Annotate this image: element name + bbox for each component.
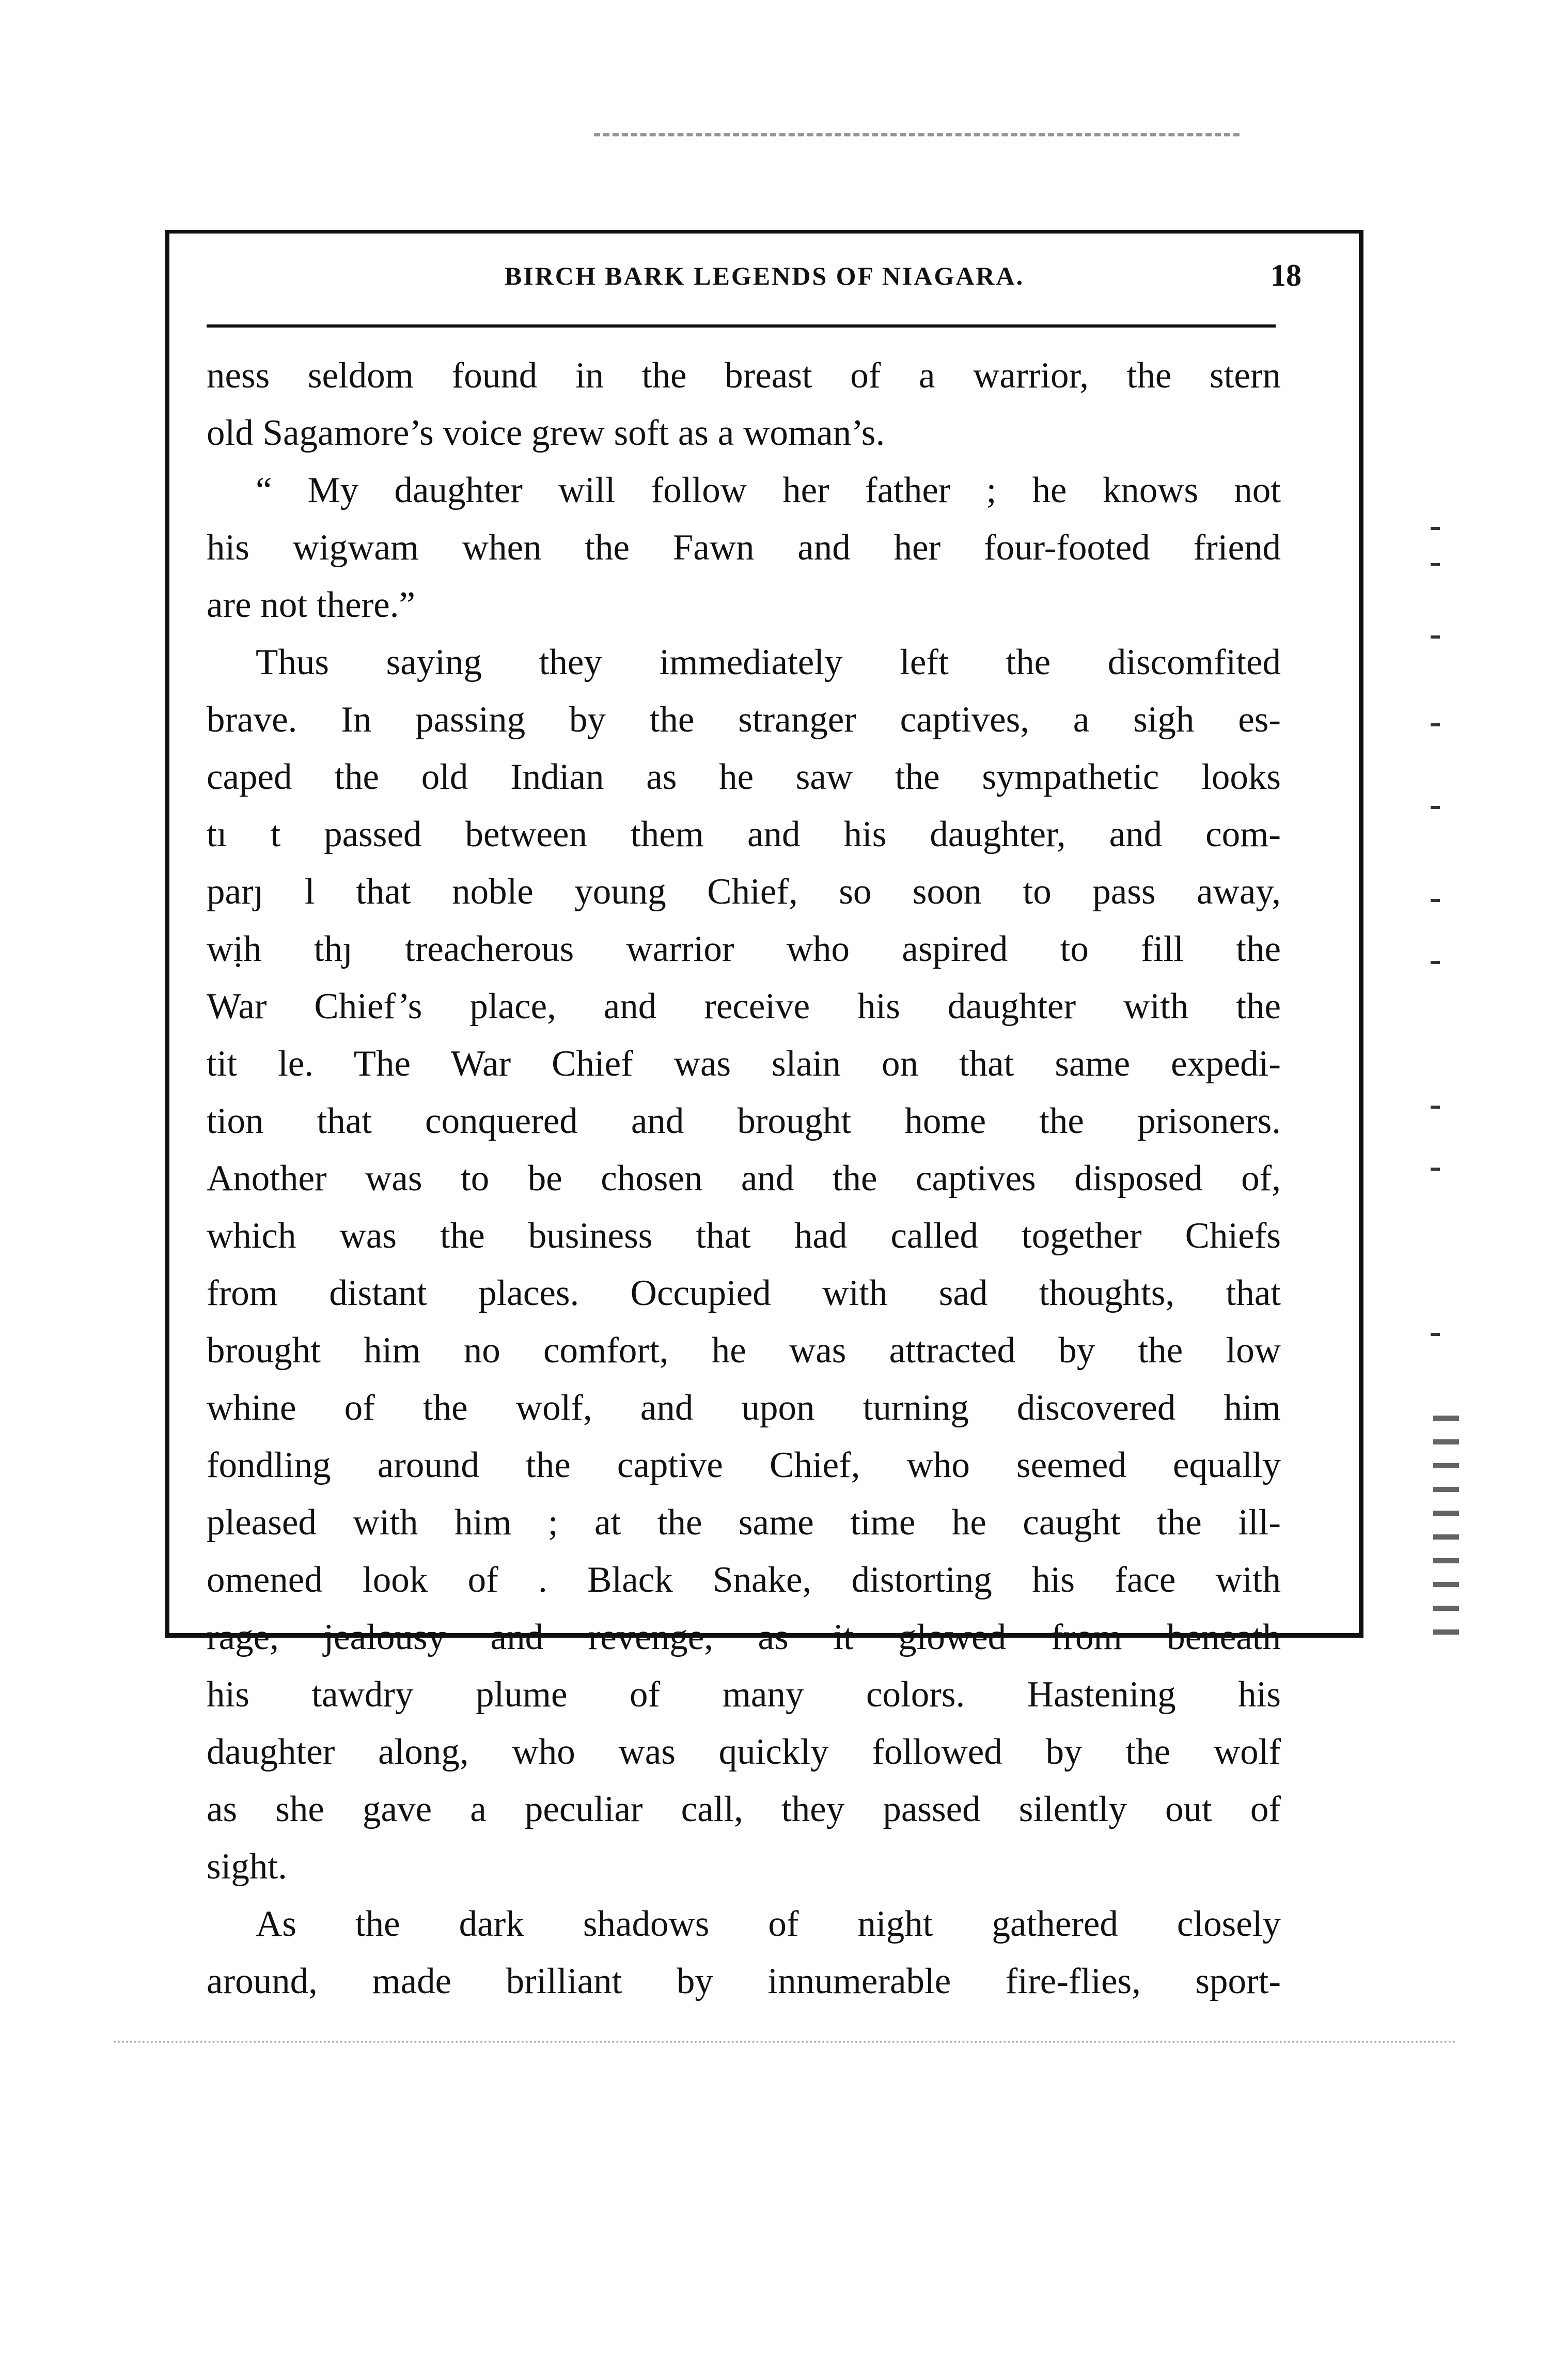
scan-noise-top (594, 133, 1240, 136)
text-line: omened look of . Black Snake, distorting his face with (207, 1560, 1281, 1600)
text-line: tı t passed between them and his daughter, and com- (207, 814, 1281, 855)
header-rule (207, 324, 1276, 328)
bleed-through-text (1433, 1416, 1459, 1653)
text-line: brave. In passing by the stranger captives, a sigh es- (207, 700, 1281, 740)
bleed-mark (1431, 1168, 1440, 1171)
bleed-mark (1431, 961, 1440, 964)
text-line: sight. (207, 1846, 287, 1887)
text-line: Another was to be chosen and the captives disposed of, (207, 1158, 1281, 1199)
text-line: old Sagamore’s voice grew soft as a woman’s. (207, 413, 885, 453)
text-line: are not there.” (207, 585, 416, 625)
bleed-mark (1431, 1333, 1440, 1336)
bleed-mark (1431, 1106, 1440, 1109)
bleed-mark (1431, 899, 1440, 902)
page-header (207, 258, 1322, 307)
text-line: “ My daughter will follow her father ; he knows not (256, 470, 1281, 510)
text-line: wịh thȷ treacherous warrior who aspired to fill the (207, 929, 1281, 969)
text-line: tion that conquered and brought home the prisoners. (207, 1101, 1281, 1141)
text-line: ness seldom found in the breast of a warrior, the stern (207, 355, 1281, 396)
bleed-mark (1431, 806, 1440, 809)
text-line: fondling around the captive Chief, who seemed equally (207, 1445, 1281, 1485)
bleed-mark (1431, 723, 1440, 726)
text-line: from distant places. Occupied with sad thoughts, that (207, 1273, 1281, 1313)
text-line: rage, jealousy and revenge, as it glowed from beneath (207, 1617, 1281, 1657)
bleed-mark (1431, 563, 1440, 566)
text-line: parȷ l that noble young Chief, so soon to pass away, (207, 872, 1281, 912)
text-line: his tawdry plume of many colors. Hastening his (207, 1674, 1281, 1715)
bleed-mark (1431, 635, 1440, 639)
text-line: which was the business that had called together Chiefs (207, 1216, 1281, 1256)
text-line: tit le. The War Chief was slain on that same expedi- (207, 1044, 1281, 1084)
text-line: whine of the wolf, and upon turning discovered him (207, 1388, 1281, 1428)
text-line: daughter along, who was quickly followed by the wolf (207, 1732, 1281, 1772)
scan-noise-bottom (114, 2041, 1456, 2043)
page-number: 18 (1271, 258, 1302, 292)
text-line: brought him no comfort, he was attracted by the low (207, 1330, 1281, 1371)
text-line: around, made brilliant by innumerable fire-flies, sport- (207, 1961, 1281, 2001)
text-line: Thus saying they immediately left the discomfited (256, 642, 1281, 682)
running-title: BIRCH BARK LEGENDS OF NIAGARA. (504, 261, 1025, 290)
text-line: his wigwam when the Fawn and her four-footed friend (207, 527, 1281, 568)
text-line: War Chief’s place, and receive his daughter with the (207, 986, 1281, 1027)
body-text (207, 347, 1281, 2010)
text-line: As the dark shadows of night gathered closely (256, 1904, 1281, 1944)
bleed-mark (1431, 527, 1440, 530)
text-line: caped the old Indian as he saw the sympathetic looks (207, 757, 1281, 797)
text-line: pleased with him ; at the same time he caught the ill- (207, 1502, 1281, 1543)
text-line: as she gave a peculiar call, they passed silently out of (207, 1789, 1281, 1829)
